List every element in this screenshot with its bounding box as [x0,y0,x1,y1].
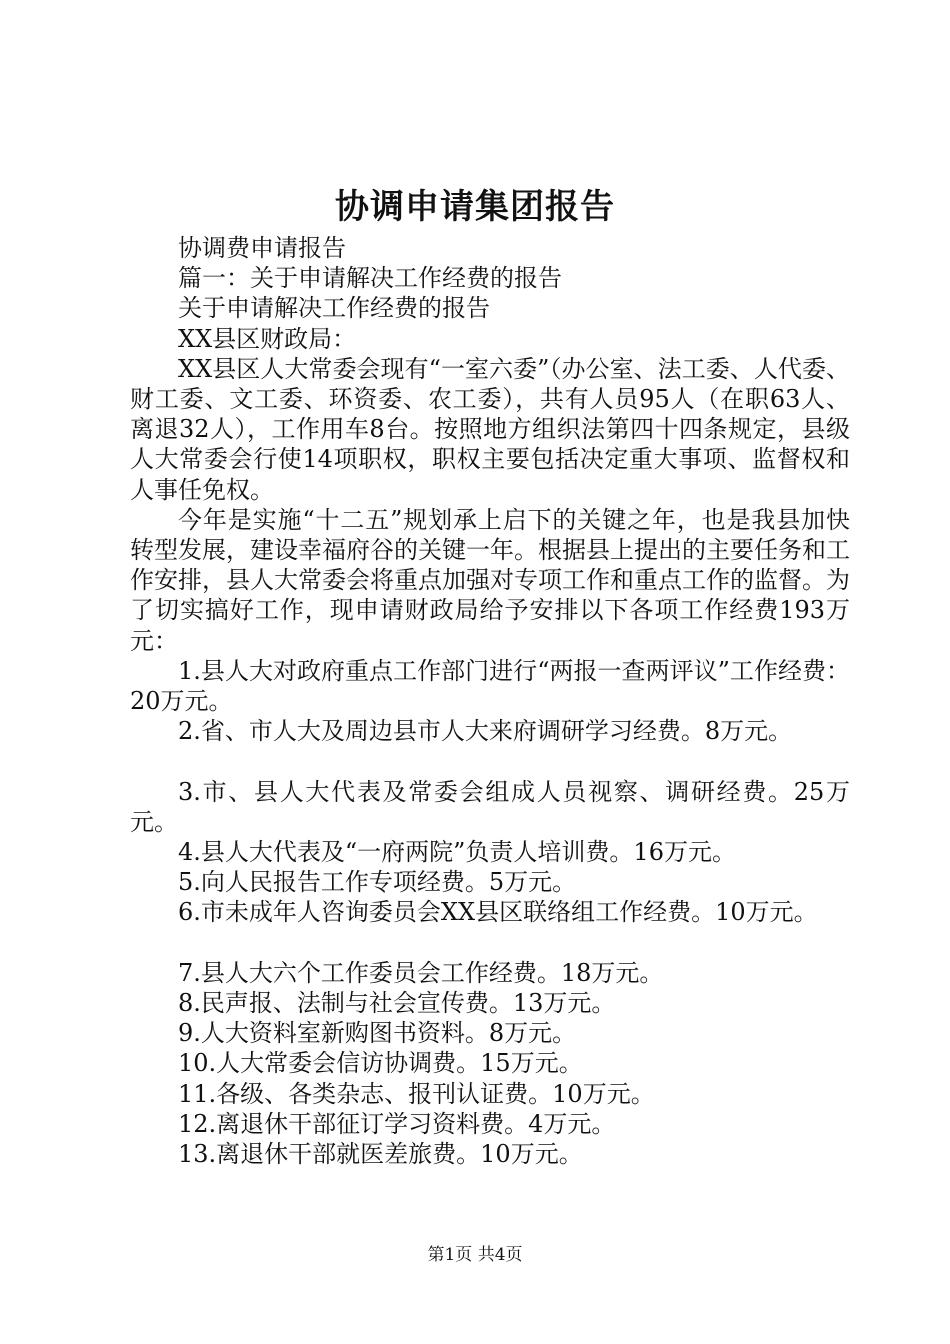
list-item: 2.省、市人大及周边县市人大来府调研学习经费。8万元。 [178,717,793,746]
list-item: 7.县人大六个工作委员会工作经费。18万元。 [178,958,664,987]
list-item: 1.县人大对政府重点工作部门进行“两报一查两评议”工作经费：20万元。 [130,656,850,716]
blank-line [130,746,850,776]
list-item: 3.市、县人大代表及常委会组成人员视察、调研经费。25万元。 [130,777,850,836]
list-item: 6.市未成年人咨询委员会XX县区联络组工作经费。10万元。 [178,898,818,927]
page-number-footer: 第1页 共4页 [427,1245,523,1265]
blank-line [130,928,850,958]
paragraph: 协调费申请报告 [178,234,346,262]
paragraph: 今年是实施“十二五”规划承上启下的关键之年，也是我县加快转型发展，建设幸福府谷的关键一年。根据县上提出的主要任务和工作安排，县人大常委会将重点加强对专项工作和重点工作的监督。为了切实搞好工作，现申请财政局给予安排以下各项工作经费193万元： [130,505,850,655]
paragraph: XX县区财政局： [178,324,357,353]
paragraph: 关于申请解决工作经费的报告 [178,294,490,323]
paragraph: XX县区人大常委会现有“一室六委”（办公室、法工委、人代委、财工委、文工委、环资委、农工委），共有人员95人（在职63人、离退32人），工作用车8台。按照地方组织法第四十四条规定，县级人大常委会行使14项职权，职权主要包括决定重大事项、监督权和人事任免权。 [130,354,850,504]
list-item: 5.向人民报告工作专项经费。5万元。 [178,868,577,897]
list-item: 8.民声报、法制与社会宣传费。13万元。 [178,989,616,1018]
document-body [130,233,850,1169]
list-item: 13.离退休干部就医差旅费。10万元。 [178,1140,583,1169]
list-item: 4.县人大代表及“一府两院”负责人培训费。16万元。 [178,838,736,867]
list-item: 10.人大常委会信访协调费。15万元。 [178,1049,583,1078]
paragraph: 篇一：关于申请解决工作经费的报告 [178,264,562,293]
list-item: 11.各级、各类杂志、报刊认证费。10万元。 [178,1079,655,1108]
document-title: 协调申请集团报告 [335,187,615,227]
list-item: 12.离退休干部征订学习资料费。4万元。 [178,1109,616,1138]
list-item: 9.人大资料室新购图书资料。8万元。 [178,1019,577,1048]
